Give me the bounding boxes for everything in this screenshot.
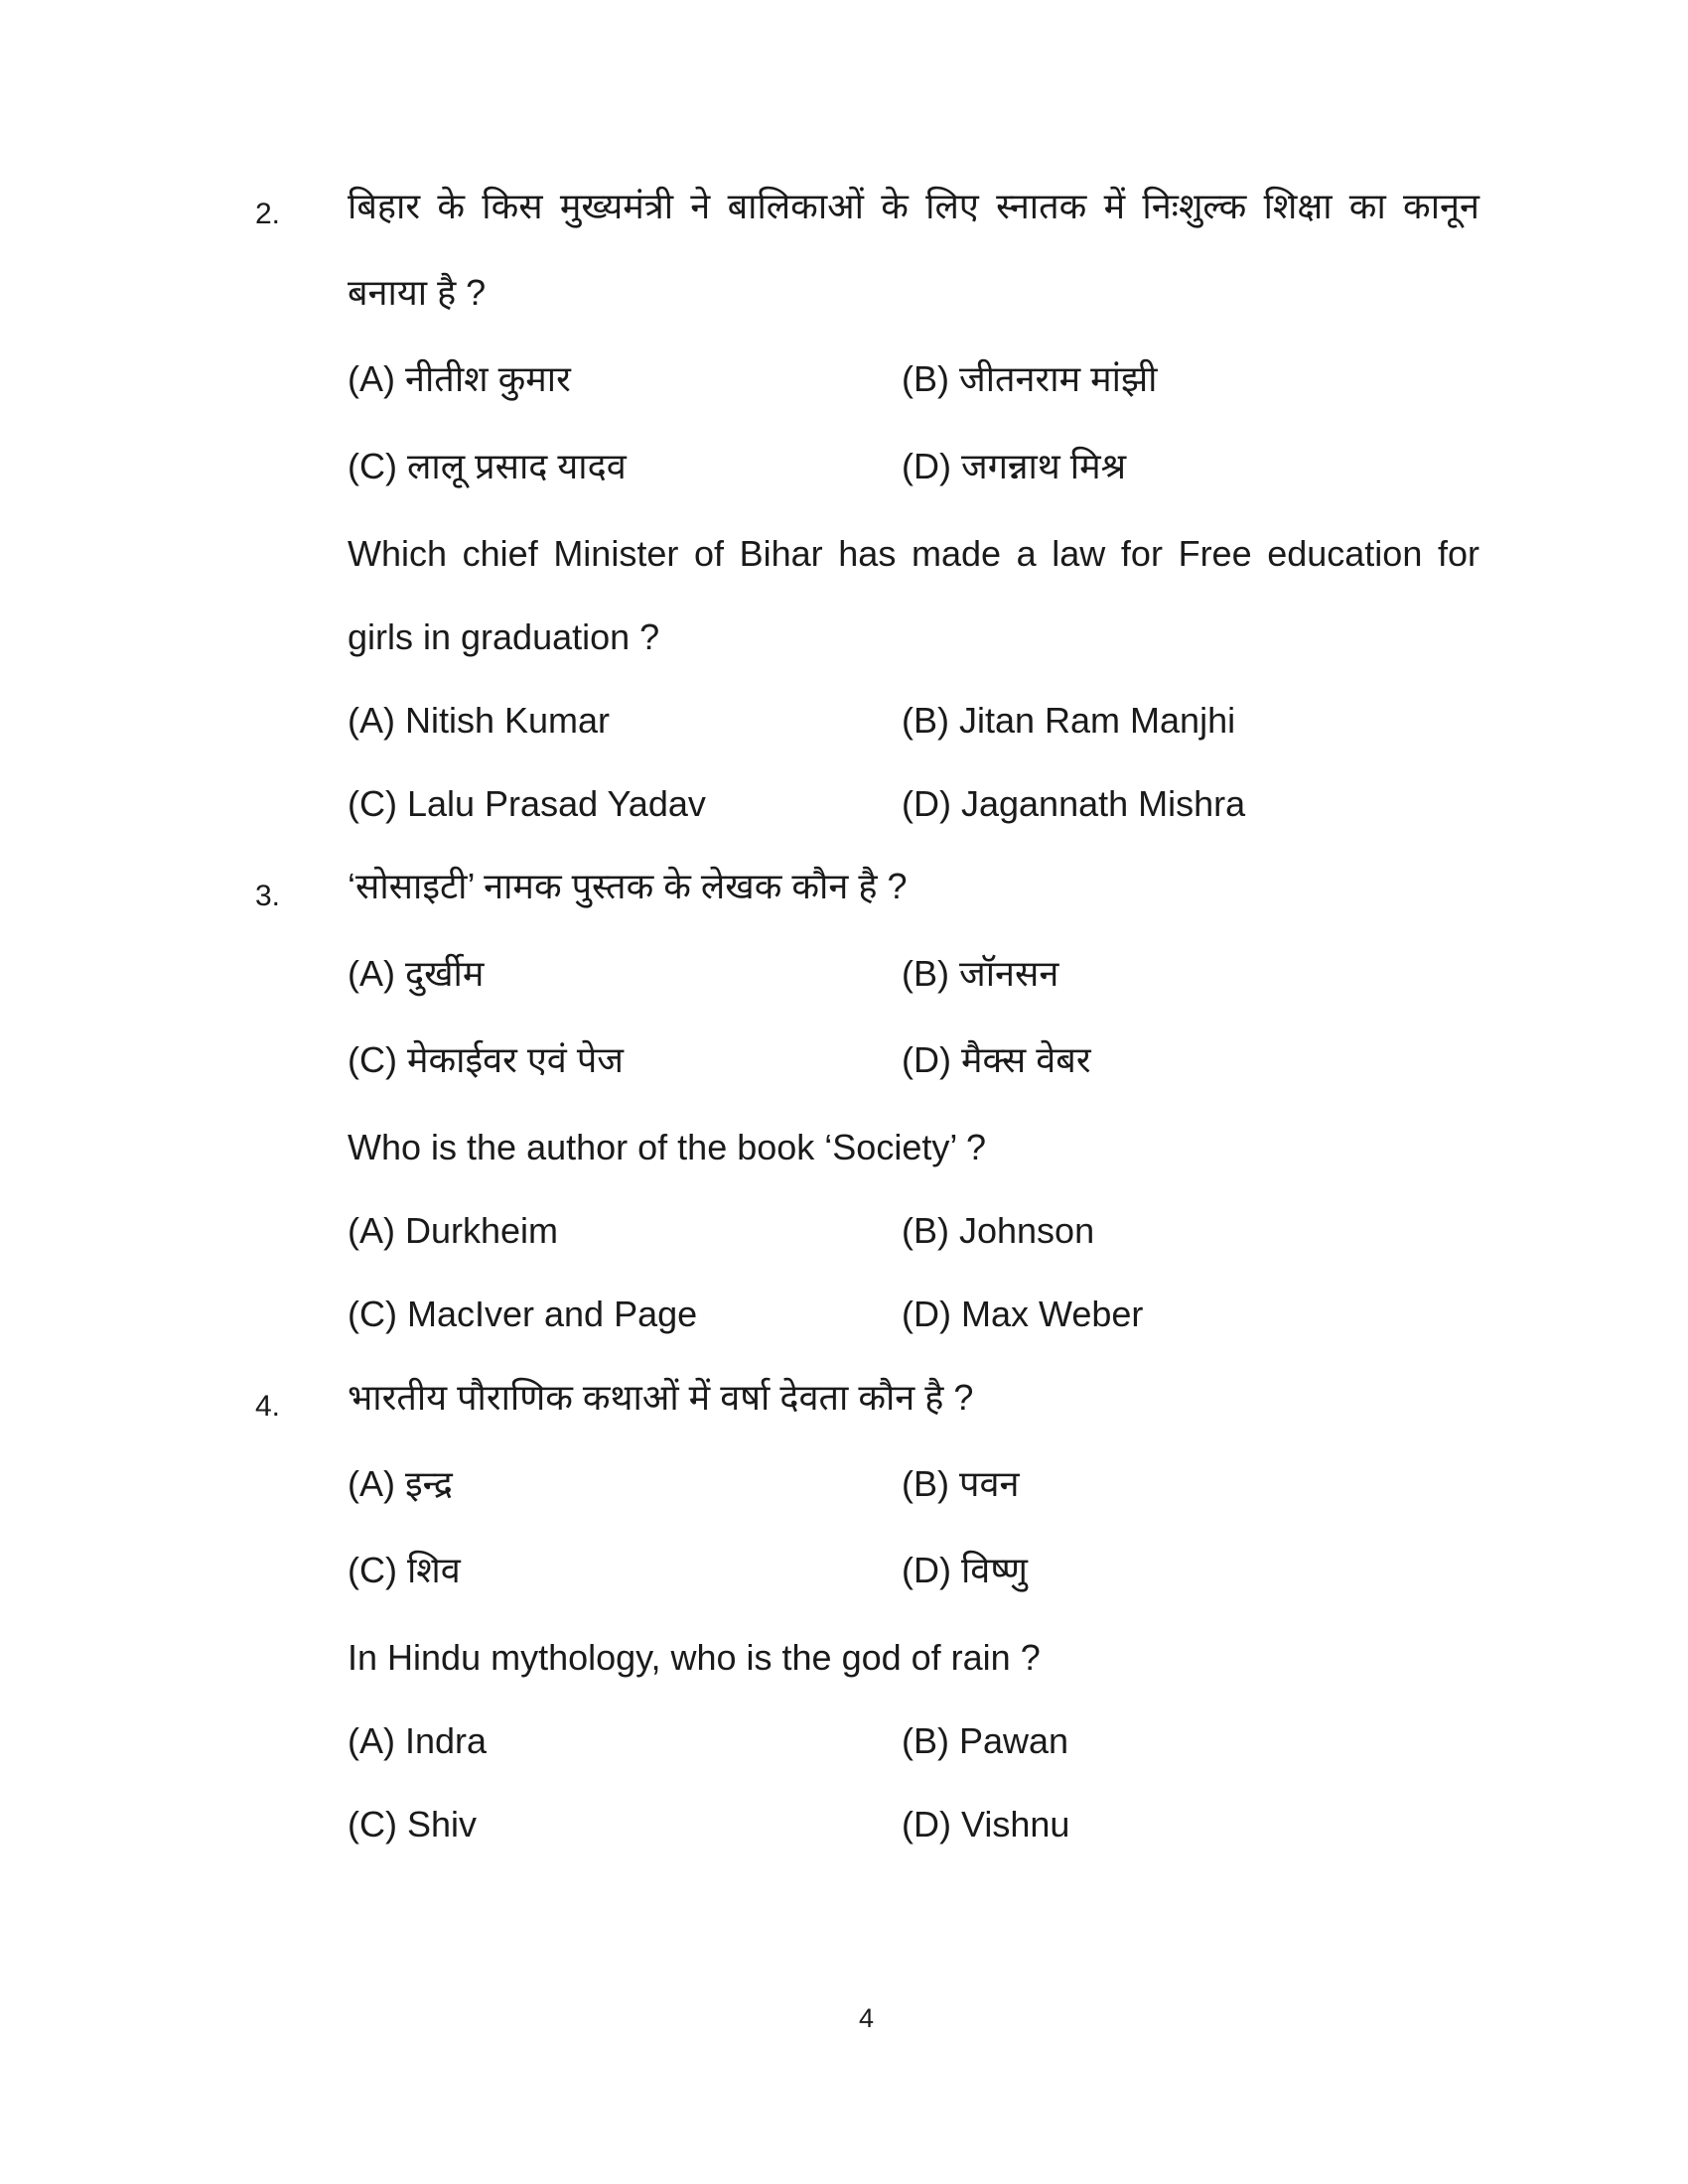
option-a-hindi: (A) इन्द्र (348, 1463, 453, 1504)
question-text-hindi: भारतीय पौराणिक कथाओं में वर्षा देवता कौन है ? (348, 1377, 974, 1418)
option-a-english: (A) Nitish Kumar (348, 700, 611, 741)
question-text-english-continued: girls in graduation ? (348, 616, 660, 657)
question-text-english: Which chief Minister of Bihar has made a law for Free education for (348, 533, 1479, 574)
option-c-hindi: (C) मेकाईवर एवं पेज (348, 1039, 624, 1080)
option-d-hindi: (D) विष्णु (902, 1550, 1028, 1590)
option-c-english: (C) Shiv (348, 1804, 478, 1844)
option-c-hindi: (C) शिव (348, 1550, 461, 1590)
option-b-hindi: (B) जॉनसन (902, 953, 1059, 994)
option-d-hindi: (D) जगन्नाथ मिश्र (902, 446, 1127, 486)
option-a-english: (A) Indra (348, 1720, 488, 1761)
option-c-hindi: (C) लालू प्रसाद यादव (348, 446, 627, 486)
option-b-english: (B) Jitan Ram Manjhi (902, 700, 1236, 741)
option-c-english: (C) Lalu Prasad Yadav (348, 783, 706, 824)
option-d-english: (D) Vishnu (902, 1804, 1070, 1844)
option-d-english: (D) Max Weber (902, 1294, 1144, 1334)
option-a-english: (A) Durkheim (348, 1210, 559, 1251)
option-b-english: (B) Johnson (902, 1210, 1095, 1251)
question-number: 3. (255, 880, 281, 912)
option-b-hindi: (B) पवन (902, 1463, 1020, 1504)
question-number: 4. (255, 1390, 281, 1423)
question-text-english: Who is the author of the book ‘Society’ ? (348, 1127, 987, 1167)
option-b-hindi: (B) जीतनराम मांझी (902, 358, 1158, 399)
question-text-hindi: ‘सोसाइटी’ नामक पुस्तक के लेखक कौन है ? (348, 866, 908, 906)
question-text-hindi-continued: बनाया है ? (348, 272, 487, 313)
question-text-hindi: बिहार के किस मुख्यमंत्री ने बालिकाओं के लिए स्नातक में निःशुल्क शिक्षा का कानून (348, 186, 1479, 226)
option-d-english: (D) Jagannath Mishra (902, 783, 1246, 824)
option-a-hindi: (A) नीतीश कुमार (348, 358, 571, 399)
option-c-english: (C) MacIver and Page (348, 1294, 698, 1334)
option-a-hindi: (A) दुर्खीम (348, 953, 485, 994)
question-text-english: In Hindu mythology, who is the god of rain ? (348, 1637, 1041, 1678)
option-b-english: (B) Pawan (902, 1720, 1069, 1761)
page-number: 4 (858, 2003, 875, 2033)
option-d-hindi: (D) मैक्स वेबर (902, 1039, 1091, 1080)
question-number: 2. (255, 198, 281, 230)
